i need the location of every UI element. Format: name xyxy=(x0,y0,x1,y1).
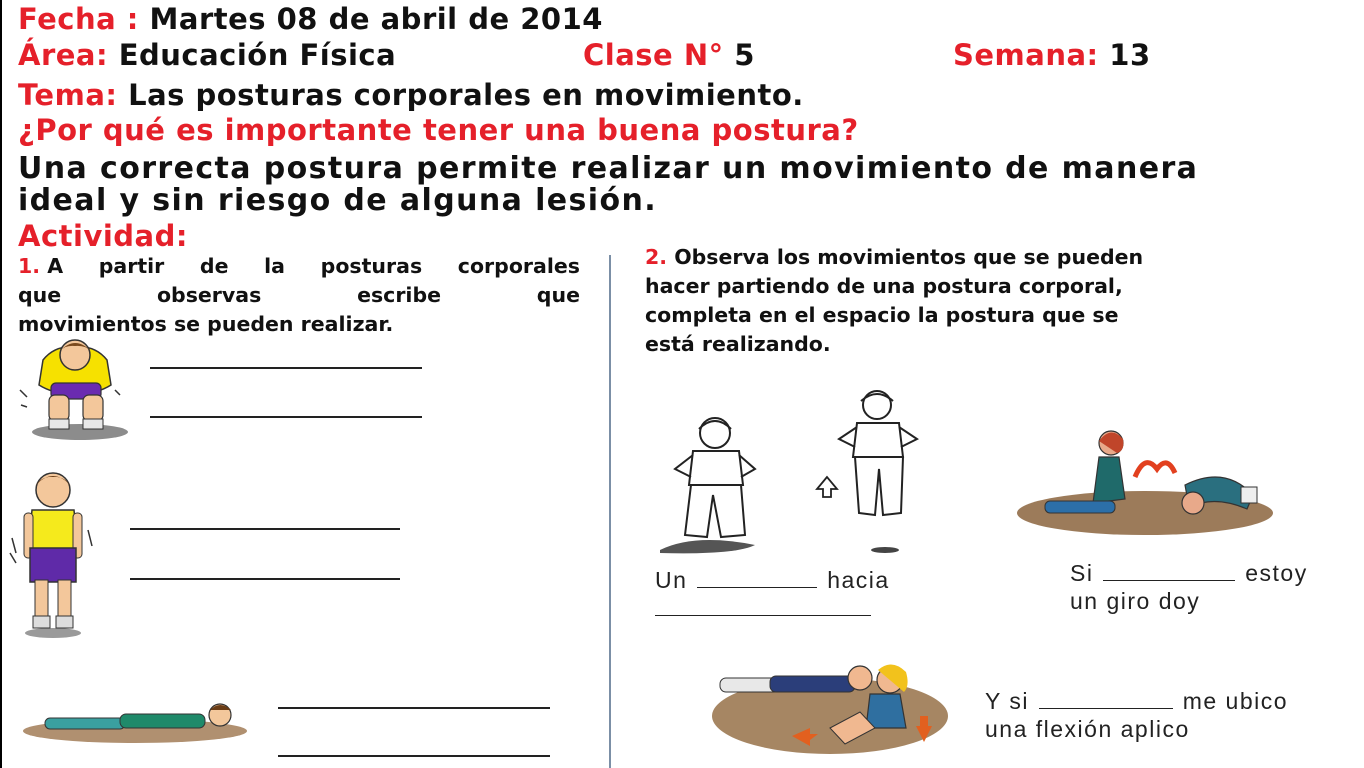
date-line xyxy=(18,2,603,36)
instruction-1-word: posturas xyxy=(320,254,423,278)
answer-blank[interactable] xyxy=(130,578,400,580)
exercise-3-blank[interactable] xyxy=(1039,690,1173,709)
date-label: Fecha : xyxy=(18,2,139,36)
answer-line-2: ideal y sin riesgo de alguna lesión. xyxy=(18,183,658,218)
exercise-1-after: hacia xyxy=(827,567,890,593)
topic-label: Tema: xyxy=(18,78,118,112)
instruction-2-line: hacer partiendo de una postura corporal, xyxy=(645,274,1123,298)
instruction-2-line: completa en el espacio la postura que se xyxy=(645,303,1119,327)
answer-blank[interactable] xyxy=(150,367,422,369)
area-group xyxy=(18,38,396,72)
instruction-1-number: 1. xyxy=(18,254,41,278)
instruction-1-word: 1. A xyxy=(18,254,64,278)
answer-blank[interactable] xyxy=(150,416,422,418)
instruction-1-word: corporales xyxy=(457,254,580,278)
instruction-1-word: de xyxy=(199,254,229,278)
exercise-3-after: me ubico xyxy=(1182,688,1289,714)
exercise-2-before: Si xyxy=(1070,560,1094,586)
exercise-1-blank[interactable] xyxy=(697,569,817,588)
crouching-child-illustration xyxy=(15,335,125,445)
instruction-1-word: que xyxy=(536,283,580,307)
lying-child-illustration xyxy=(15,698,250,748)
area-value: Educación Física xyxy=(118,38,397,72)
exercise-2-after: estoy xyxy=(1245,560,1308,586)
class-group xyxy=(583,38,755,72)
topic-value: Las posturas corporales en movimiento. xyxy=(128,78,804,112)
instruction-2-line: está realizando. xyxy=(645,332,831,356)
instruction-1-word: la xyxy=(264,254,286,278)
exercise-3-before: Y si xyxy=(985,688,1029,714)
instruction-1-word: que xyxy=(18,283,62,307)
week-value: 13 xyxy=(1109,38,1151,72)
instruction-1-word: observas xyxy=(156,283,262,307)
instruction-1-row xyxy=(18,252,580,281)
exercise-3-caption xyxy=(985,688,1288,715)
exercise-1-before: Un xyxy=(655,567,688,593)
answer-line-1: Una correcta postura permite realizar un movimiento de manera xyxy=(18,151,1199,186)
exercise-3-line2: una flexión aplico xyxy=(985,716,1190,742)
topic-line xyxy=(18,78,804,112)
class-label: Clase N° xyxy=(583,38,724,72)
standing-child-illustration xyxy=(8,468,93,643)
week-label: Semana: xyxy=(953,38,1099,72)
week-group xyxy=(953,38,1151,72)
date-value: Martes 08 de abril de 2014 xyxy=(149,2,603,36)
activity-heading: Actividad: xyxy=(18,219,188,253)
instruction-1-row: movimientos se pueden realizar. xyxy=(18,312,394,336)
instruction-1-word: escribe xyxy=(357,283,442,307)
exercise-1-caption xyxy=(655,567,890,594)
answer-blank[interactable] xyxy=(278,755,550,757)
question: ¿Por qué es importante tener una buena postura? xyxy=(18,113,859,147)
instruction-1-word: partir xyxy=(98,254,165,278)
answer-blank[interactable] xyxy=(130,528,400,530)
column-divider xyxy=(609,255,611,768)
jumping-child-illustration xyxy=(655,385,935,560)
sit-up-children-illustration xyxy=(710,658,950,758)
instruction-1-row xyxy=(18,281,580,310)
instruction-2-number: 2. xyxy=(645,245,668,269)
exercise-2-line2: un giro doy xyxy=(1070,588,1201,614)
instruction-1 xyxy=(18,252,580,339)
page-edge xyxy=(0,0,2,768)
exercise-2-blank[interactable] xyxy=(1103,562,1235,581)
exercise-2-caption xyxy=(1070,560,1308,587)
instruction-2-line: 2. Observa los movimientos que se pueden xyxy=(645,245,1144,269)
area-label: Área: xyxy=(18,38,109,72)
exercise-1-blank-2[interactable] xyxy=(655,615,871,616)
stretching-woman-illustration xyxy=(1015,425,1275,540)
class-value: 5 xyxy=(734,38,755,72)
instruction-2 xyxy=(645,243,1305,359)
answer-blank[interactable] xyxy=(278,707,550,709)
